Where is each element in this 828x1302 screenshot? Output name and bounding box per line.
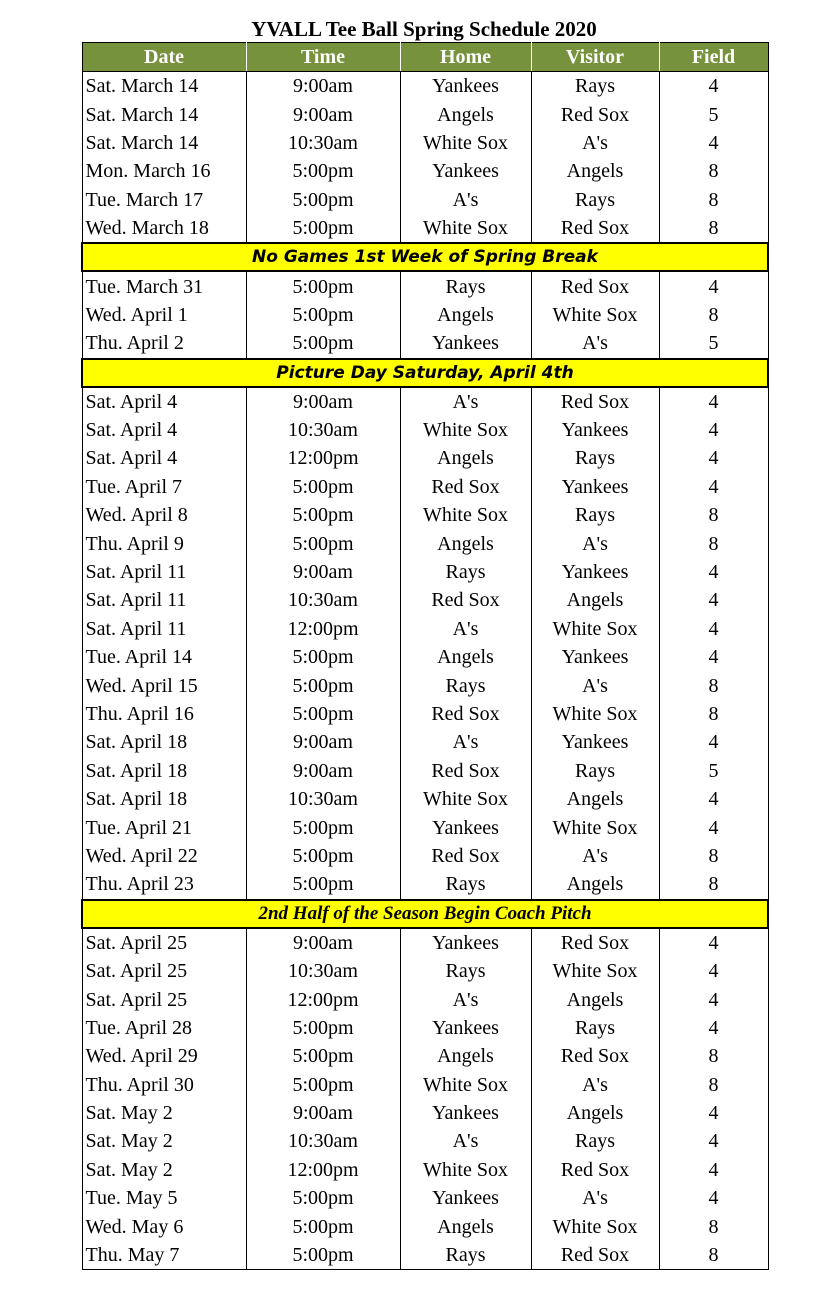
visitor-team: Rays xyxy=(531,72,659,101)
home-team: A's xyxy=(400,985,531,1013)
field-number: 4 xyxy=(659,586,768,614)
home-team: Yankees xyxy=(400,329,531,358)
header-row xyxy=(82,43,768,72)
home-team: Rays xyxy=(400,870,531,899)
game-date: Sat. April 18 xyxy=(82,785,246,813)
game-time: 9:00am xyxy=(246,72,400,101)
game-date: Tue. March 31 xyxy=(82,271,246,300)
visitor-team: A's xyxy=(531,671,659,699)
visitor-team: A's xyxy=(531,529,659,557)
field-number: 4 xyxy=(659,387,768,416)
home-team: Angels xyxy=(400,100,531,128)
table-row xyxy=(82,387,768,416)
game-time: 5:00pm xyxy=(246,1014,400,1042)
game-time: 9:00am xyxy=(246,1099,400,1127)
visitor-team: Rays xyxy=(531,186,659,214)
home-team: Angels xyxy=(400,1042,531,1070)
game-date: Thu. April 16 xyxy=(82,700,246,728)
game-date: Sat. March 14 xyxy=(82,72,246,101)
game-time: 5:00pm xyxy=(246,501,400,529)
game-time: 9:00am xyxy=(246,757,400,785)
home-team: A's xyxy=(400,387,531,416)
visitor-team: White Sox xyxy=(531,813,659,841)
visitor-team: Angels xyxy=(531,870,659,899)
game-date: Sat. April 18 xyxy=(82,757,246,785)
table-row xyxy=(82,785,768,813)
game-date: Sat. March 14 xyxy=(82,100,246,128)
visitor-team: Yankees xyxy=(531,643,659,671)
field-number: 5 xyxy=(659,757,768,785)
home-team: Angels xyxy=(400,301,531,329)
home-team: A's xyxy=(400,1127,531,1155)
visitor-team: Red Sox xyxy=(531,271,659,300)
visitor-team: Red Sox xyxy=(531,1156,659,1184)
game-date: Sat. April 11 xyxy=(82,615,246,643)
home-team: Yankees xyxy=(400,1099,531,1127)
visitor-team: Angels xyxy=(531,157,659,185)
home-team: Red Sox xyxy=(400,586,531,614)
table-row xyxy=(82,1156,768,1184)
game-date: Tue. May 5 xyxy=(82,1184,246,1212)
field-number: 8 xyxy=(659,214,768,243)
home-team: Rays xyxy=(400,957,531,985)
visitor-team: A's xyxy=(531,842,659,870)
section-banner xyxy=(82,243,768,271)
home-team: White Sox xyxy=(400,785,531,813)
table-row xyxy=(82,129,768,157)
table-row xyxy=(82,671,768,699)
field-number: 4 xyxy=(659,615,768,643)
game-time: 9:00am xyxy=(246,558,400,586)
table-row xyxy=(82,72,768,101)
field-number: 8 xyxy=(659,1071,768,1099)
visitor-team: White Sox xyxy=(531,700,659,728)
visitor-team: A's xyxy=(531,329,659,358)
field-number: 8 xyxy=(659,157,768,185)
table-row xyxy=(82,1042,768,1070)
schedule-table xyxy=(81,42,769,1270)
visitor-team: Rays xyxy=(531,757,659,785)
field-number: 4 xyxy=(659,813,768,841)
game-date: Thu. April 23 xyxy=(82,870,246,899)
table-row xyxy=(82,1241,768,1270)
table-row xyxy=(82,100,768,128)
field-number: 4 xyxy=(659,643,768,671)
home-team: Red Sox xyxy=(400,700,531,728)
visitor-team: Yankees xyxy=(531,728,659,756)
field-number: 4 xyxy=(659,785,768,813)
game-time: 5:00pm xyxy=(246,271,400,300)
field-number: 4 xyxy=(659,985,768,1013)
game-date: Sat. April 11 xyxy=(82,586,246,614)
visitor-team: White Sox xyxy=(531,1212,659,1240)
game-time: 10:30am xyxy=(246,129,400,157)
game-time: 12:00pm xyxy=(246,444,400,472)
home-team: White Sox xyxy=(400,129,531,157)
home-team: Rays xyxy=(400,1241,531,1270)
column-header-date: Date xyxy=(82,43,246,72)
home-team: Red Sox xyxy=(400,757,531,785)
home-team: White Sox xyxy=(400,214,531,243)
home-team: Yankees xyxy=(400,813,531,841)
home-team: A's xyxy=(400,728,531,756)
table-row xyxy=(82,529,768,557)
visitor-team: Red Sox xyxy=(531,214,659,243)
visitor-team: Red Sox xyxy=(531,387,659,416)
game-date: Tue. April 7 xyxy=(82,473,246,501)
visitor-team: Yankees xyxy=(531,558,659,586)
table-row xyxy=(82,186,768,214)
game-date: Tue. April 14 xyxy=(82,643,246,671)
table-row xyxy=(82,842,768,870)
game-time: 10:30am xyxy=(246,586,400,614)
game-time: 5:00pm xyxy=(246,700,400,728)
game-date: Wed. April 1 xyxy=(82,301,246,329)
visitor-team: Angels xyxy=(531,985,659,1013)
table-row xyxy=(82,1127,768,1155)
schedule-table-container xyxy=(81,42,767,1270)
table-body xyxy=(82,72,768,1270)
game-time: 5:00pm xyxy=(246,842,400,870)
visitor-team: Red Sox xyxy=(531,100,659,128)
table-row xyxy=(82,757,768,785)
game-date: Thu. April 30 xyxy=(82,1071,246,1099)
game-time: 12:00pm xyxy=(246,615,400,643)
home-team: Rays xyxy=(400,671,531,699)
home-team: Angels xyxy=(400,529,531,557)
field-number: 8 xyxy=(659,1042,768,1070)
game-date: Mon. March 16 xyxy=(82,157,246,185)
table-row xyxy=(82,214,768,243)
game-date: Sat. April 25 xyxy=(82,957,246,985)
table-row xyxy=(82,985,768,1013)
field-number: 8 xyxy=(659,186,768,214)
home-team: Yankees xyxy=(400,928,531,957)
field-number: 4 xyxy=(659,444,768,472)
game-time: 10:30am xyxy=(246,785,400,813)
game-time: 10:30am xyxy=(246,416,400,444)
field-number: 4 xyxy=(659,1099,768,1127)
game-date: Wed. March 18 xyxy=(82,214,246,243)
game-date: Sat. April 25 xyxy=(82,985,246,1013)
visitor-team: Red Sox xyxy=(531,928,659,957)
game-time: 9:00am xyxy=(246,728,400,756)
visitor-team: Red Sox xyxy=(531,1042,659,1070)
game-date: Tue. April 28 xyxy=(82,1014,246,1042)
game-time: 5:00pm xyxy=(246,870,400,899)
home-team: A's xyxy=(400,615,531,643)
table-header xyxy=(82,43,768,72)
field-number: 5 xyxy=(659,100,768,128)
visitor-team: Yankees xyxy=(531,473,659,501)
game-time: 5:00pm xyxy=(246,1241,400,1270)
field-number: 4 xyxy=(659,473,768,501)
table-row xyxy=(82,416,768,444)
table-row xyxy=(82,643,768,671)
visitor-team: Angels xyxy=(531,586,659,614)
table-row xyxy=(82,1184,768,1212)
field-number: 8 xyxy=(659,1241,768,1270)
game-date: Sat. May 2 xyxy=(82,1099,246,1127)
home-team: White Sox xyxy=(400,416,531,444)
field-number: 4 xyxy=(659,129,768,157)
visitor-team: Rays xyxy=(531,501,659,529)
home-team: White Sox xyxy=(400,501,531,529)
game-time: 5:00pm xyxy=(246,643,400,671)
home-team: White Sox xyxy=(400,1156,531,1184)
table-row xyxy=(82,813,768,841)
game-date: Sat. April 4 xyxy=(82,444,246,472)
game-time: 5:00pm xyxy=(246,671,400,699)
game-time: 5:00pm xyxy=(246,1042,400,1070)
table-row xyxy=(82,473,768,501)
visitor-team: White Sox xyxy=(531,957,659,985)
field-number: 8 xyxy=(659,301,768,329)
field-number: 4 xyxy=(659,271,768,300)
game-time: 5:00pm xyxy=(246,186,400,214)
game-time: 5:00pm xyxy=(246,1212,400,1240)
visitor-team: White Sox xyxy=(531,615,659,643)
visitor-team: Angels xyxy=(531,785,659,813)
visitor-team: White Sox xyxy=(531,301,659,329)
home-team: A's xyxy=(400,186,531,214)
visitor-team: Rays xyxy=(531,444,659,472)
home-team: Rays xyxy=(400,271,531,300)
game-date: Sat. May 2 xyxy=(82,1127,246,1155)
visitor-team: Angels xyxy=(531,1099,659,1127)
table-row xyxy=(82,1071,768,1099)
game-date: Sat. April 4 xyxy=(82,416,246,444)
home-team: Angels xyxy=(400,643,531,671)
field-number: 4 xyxy=(659,1184,768,1212)
visitor-team: Rays xyxy=(531,1127,659,1155)
column-header-field: Field xyxy=(659,43,768,72)
table-row xyxy=(82,1212,768,1240)
game-time: 9:00am xyxy=(246,100,400,128)
column-header-home: Home xyxy=(400,43,531,72)
schedule-title: YVALL Tee Ball Spring Schedule 2020 xyxy=(251,17,597,41)
game-date: Sat. March 14 xyxy=(82,129,246,157)
table-row xyxy=(82,329,768,358)
home-team: Angels xyxy=(400,444,531,472)
visitor-team: A's xyxy=(531,1071,659,1099)
game-time: 5:00pm xyxy=(246,1184,400,1212)
field-number: 4 xyxy=(659,416,768,444)
game-time: 12:00pm xyxy=(246,1156,400,1184)
section-banner-text: No Games 1st Week of Spring Break xyxy=(82,243,768,271)
game-date: Sat. April 11 xyxy=(82,558,246,586)
game-time: 5:00pm xyxy=(246,329,400,358)
field-number: 4 xyxy=(659,928,768,957)
table-row xyxy=(82,586,768,614)
table-row xyxy=(82,558,768,586)
table-row xyxy=(82,444,768,472)
field-number: 4 xyxy=(659,1014,768,1042)
game-date: Sat. May 2 xyxy=(82,1156,246,1184)
home-team: Angels xyxy=(400,1212,531,1240)
game-date: Wed. April 8 xyxy=(82,501,246,529)
game-time: 5:00pm xyxy=(246,1071,400,1099)
game-time: 5:00pm xyxy=(246,529,400,557)
game-time: 9:00am xyxy=(246,387,400,416)
table-row xyxy=(82,271,768,300)
game-date: Thu. April 2 xyxy=(82,329,246,358)
game-time: 10:30am xyxy=(246,957,400,985)
field-number: 8 xyxy=(659,671,768,699)
field-number: 5 xyxy=(659,329,768,358)
table-row xyxy=(82,615,768,643)
game-date: Wed. May 6 xyxy=(82,1212,246,1240)
game-date: Tue. April 21 xyxy=(82,813,246,841)
column-header-time: Time xyxy=(246,43,400,72)
game-date: Thu. April 9 xyxy=(82,529,246,557)
section-banner-text: Picture Day Saturday, April 4th xyxy=(82,359,768,387)
game-date: Sat. April 25 xyxy=(82,928,246,957)
field-number: 8 xyxy=(659,700,768,728)
game-date: Wed. April 29 xyxy=(82,1042,246,1070)
game-date: Tue. March 17 xyxy=(82,186,246,214)
game-date: Sat. April 4 xyxy=(82,387,246,416)
table-row xyxy=(82,870,768,899)
visitor-team: Rays xyxy=(531,1014,659,1042)
section-banner xyxy=(82,900,768,928)
home-team: Yankees xyxy=(400,157,531,185)
game-time: 12:00pm xyxy=(246,985,400,1013)
home-team: Rays xyxy=(400,558,531,586)
field-number: 4 xyxy=(659,1127,768,1155)
table-row xyxy=(82,700,768,728)
home-team: Yankees xyxy=(400,72,531,101)
visitor-team: Red Sox xyxy=(531,1241,659,1270)
field-number: 8 xyxy=(659,529,768,557)
field-number: 4 xyxy=(659,728,768,756)
section-banner-text: 2nd Half of the Season Begin Coach Pitch xyxy=(82,900,768,928)
table-row xyxy=(82,1014,768,1042)
game-date: Sat. April 18 xyxy=(82,728,246,756)
game-date: Wed. April 22 xyxy=(82,842,246,870)
table-row xyxy=(82,501,768,529)
home-team: White Sox xyxy=(400,1071,531,1099)
visitor-team: A's xyxy=(531,1184,659,1212)
game-time: 5:00pm xyxy=(246,813,400,841)
column-header-visitor: Visitor xyxy=(531,43,659,72)
field-number: 4 xyxy=(659,558,768,586)
field-number: 8 xyxy=(659,501,768,529)
visitor-team: A's xyxy=(531,129,659,157)
game-time: 9:00am xyxy=(246,928,400,957)
home-team: Red Sox xyxy=(400,473,531,501)
table-row xyxy=(82,928,768,957)
game-date: Thu. May 7 xyxy=(82,1241,246,1270)
table-row xyxy=(82,157,768,185)
game-time: 10:30am xyxy=(246,1127,400,1155)
visitor-team: Yankees xyxy=(531,416,659,444)
section-banner xyxy=(82,359,768,387)
table-row xyxy=(82,728,768,756)
game-date: Wed. April 15 xyxy=(82,671,246,699)
table-row xyxy=(82,301,768,329)
home-team: Yankees xyxy=(400,1014,531,1042)
field-number: 4 xyxy=(659,1156,768,1184)
field-number: 8 xyxy=(659,1212,768,1240)
game-time: 5:00pm xyxy=(246,301,400,329)
home-team: Yankees xyxy=(400,1184,531,1212)
game-time: 5:00pm xyxy=(246,473,400,501)
field-number: 8 xyxy=(659,870,768,899)
table-row xyxy=(82,1099,768,1127)
game-time: 5:00pm xyxy=(246,157,400,185)
field-number: 4 xyxy=(659,72,768,101)
field-number: 8 xyxy=(659,842,768,870)
home-team: Red Sox xyxy=(400,842,531,870)
game-time: 5:00pm xyxy=(246,214,400,243)
field-number: 4 xyxy=(659,957,768,985)
table-row xyxy=(82,957,768,985)
